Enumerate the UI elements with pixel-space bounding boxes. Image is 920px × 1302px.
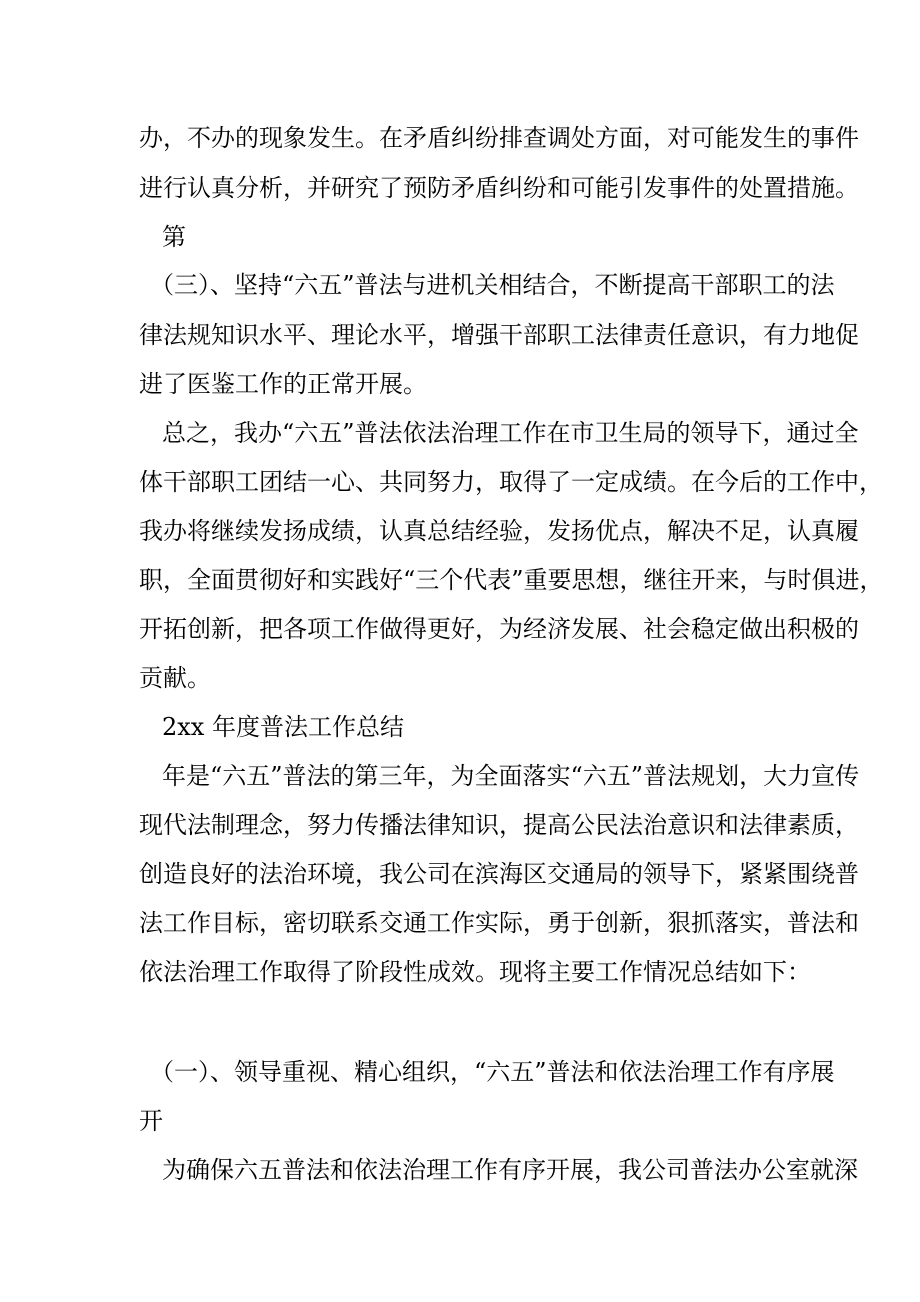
text-line: 律法规知识水平、理论水平，增强干部职工法律责任意识，有力地促 <box>139 321 859 349</box>
document-heading: 2xx 年度普法工作总结 <box>162 713 404 741</box>
text-line: 进了医鉴工作的正常开展。 <box>139 370 427 398</box>
text-line: 总之，我办“六五”普法依法治理工作在市卫生局的领导下，通过全 <box>162 419 859 447</box>
text-line: 进行认真分析，并研究了预防矛盾纠纷和可能引发事件的处置措施。 <box>139 174 859 202</box>
text-line: 依法治理工作取得了阶段性成效。现将主要工作情况总结如下： <box>139 958 811 986</box>
text-line: 我办将继续发扬成绩，认真总结经验，发扬优点，解决不足，认真履 <box>139 517 859 545</box>
text-line: 创造良好的法治环境，我公司在滨海区交通局的领导下，紧紧围绕普 <box>139 860 859 888</box>
text-line: 职，全面贯彻好和实践好“三个代表”重要思想，继往开来，与时俱进， <box>139 566 884 594</box>
text-line: 贡献。 <box>139 664 211 692</box>
text-line: 法工作目标，密切联系交通工作实际，勇于创新，狠抓落实，普法和 <box>139 909 859 937</box>
text-line: 办，不办的现象发生。在矛盾纠纷排查调处方面，对可能发生的事件 <box>139 124 859 152</box>
text-line: 开拓创新，把各项工作做得更好，为经济发展、社会稳定做出积极的 <box>139 615 859 643</box>
text-line: 年是“六五”普法的第三年，为全面落实“六五”普法规划，大力宣传 <box>162 762 860 790</box>
text-line: 开 <box>139 1107 163 1135</box>
section-heading: （三）、坚持“六五”普法与进机关相结合，不断提高干部职工的法 <box>150 271 835 299</box>
text-line: 第 <box>162 223 186 251</box>
section-heading: （一）、领导重视、精心组织，“六五”普法和依法治理工作有序展 <box>150 1058 835 1086</box>
text-line: 现代法制理念，努力传播法律知识，提高公民法治意识和法律素质， <box>139 811 859 839</box>
text-line: 为确保六五普法和依法治理工作有序开展，我公司普法办公室就深 <box>162 1156 858 1184</box>
text-line: 体干部职工团结一心、共同努力，取得了一定成绩。在今后的工作中， <box>139 468 883 496</box>
